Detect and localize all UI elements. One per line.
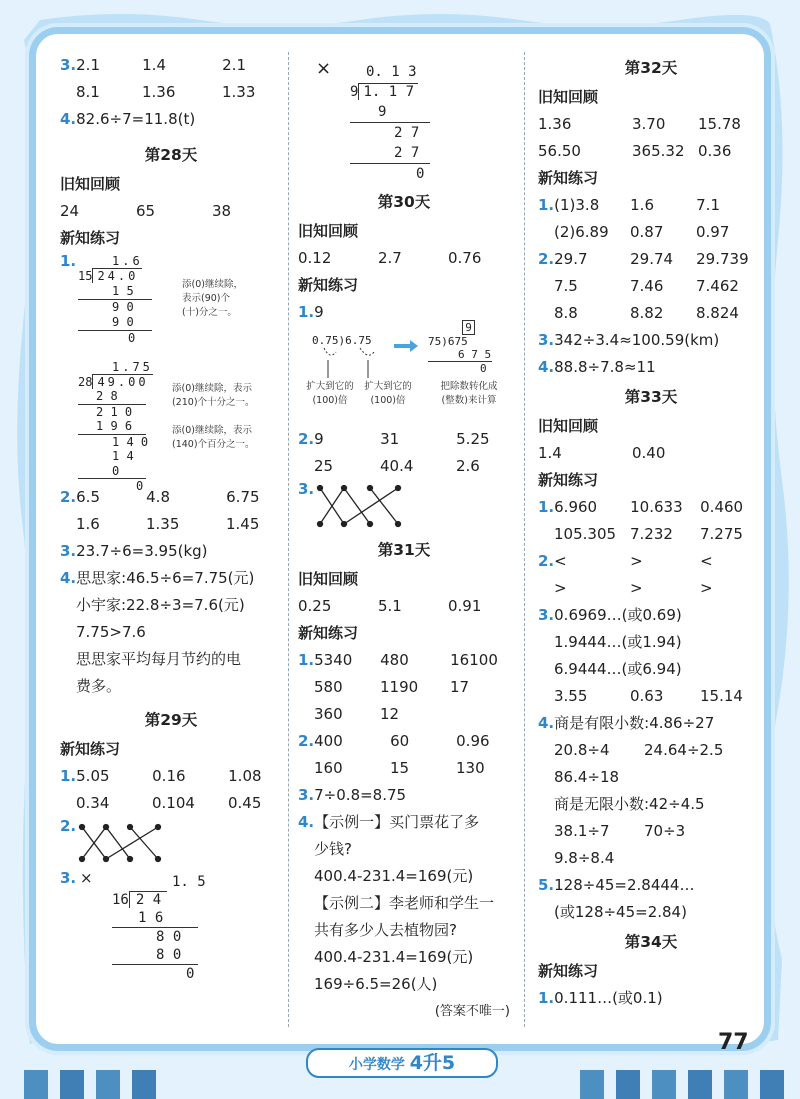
annotation: 添(0)继续除， 表示(90)个 (十)分之一。	[182, 279, 243, 318]
answer-row: 1.5.05 0.16 1.08	[60, 767, 262, 785]
day-title: 第29天	[144, 711, 198, 729]
section-label: 新知练习	[538, 471, 599, 489]
column-right: 第32天 旧知回顾 1.36 3.70 15.78 56.50 365.32 0.36 新知练习 1.(1)3.8 1.6 7.1 (2)6.89 0.87 0.97 2.29.7 29.74 29.739 7.5 7.46 7.462 8.8 8.82 8.824 3.342÷3.4≈100.59(km) 4.88.8÷7.8≈11 第33天 旧知回顾 1.4 0.40 新知练习 1.6.960 10.633 0.460 105.305 7.232 7.275 2.< > < > > > 3.0.6969…(或0.69) 1.9444…(或1.94) 6.9444…(或6.94) 3.55 0.63 15.14 4.商是有限小数:4.86÷27 20.8÷4 24.64÷2.5 86.4÷18 商是无限小数:42÷4.5 38.1÷7 70÷3 9.8÷8.4 5.128÷45=2.8444… (或128÷45=2.84) 第34天 新知练习 1.0.111…(或0.1)	[538, 52, 764, 1012]
answer-row: 1.36 3.70 15.78	[538, 115, 741, 133]
matching-lines	[314, 480, 434, 534]
section-label: 旧知回顾	[60, 175, 121, 193]
long-division-2: 1.75 28 49.00 2 8 2 1 0 1 9 6 1 4 0 1 4 0 0 添(0)继续除，表示 (210)个十分之一。 添(0)继续除，表示 (140)个百分之一。	[78, 360, 255, 493]
answer-row: 1.5340 480 16100	[298, 651, 498, 669]
answer-row: 4.82.6÷7=11.8(t)	[60, 110, 196, 128]
answer-row: 38.1÷7 70÷3	[554, 822, 686, 840]
day-title: 第30天	[377, 193, 431, 211]
long-division-3: 3. × 1. 5 16 2 4 1 6 8 0 8 0 0	[60, 869, 206, 982]
answer-row: 2.29.7 29.74 29.739	[538, 250, 749, 268]
answer-row: > > >	[554, 579, 713, 597]
note: (答案不唯一)	[434, 1004, 510, 1019]
page-number: 77	[718, 1030, 749, 1055]
answer-row: 2.9 31 5.25	[298, 430, 490, 448]
section-label: 新知练习	[60, 740, 121, 758]
answer-row: 8.8 8.82 8.824	[554, 304, 739, 322]
answer-row: 2.400 60 0.96	[298, 732, 490, 750]
decimal-division-figure: 0.75)6.75 扩大到它的 (100)倍 扩大到它的 (100)倍 9 75)675 6 7 5 0 把除数转化成 (整数)来计算	[298, 326, 510, 426]
answer-row: 3.23.7÷6=3.95(kg)	[60, 542, 208, 560]
matching-diagram: 2.	[60, 817, 282, 869]
answer-row: 580 1190 17	[314, 678, 470, 696]
answer-row: 4.商是有限小数:4.86÷27	[538, 714, 715, 732]
answer-row: 3.7÷0.8=8.75	[298, 786, 407, 804]
footer-brand: 小学数学 4升5	[306, 1048, 498, 1078]
answer-row: 3.0.6969…(或0.69)	[538, 606, 682, 624]
answer-row: 25 40.4 2.6	[314, 457, 480, 475]
column-middle: × 0. 1 3 9 1. 1 7 9 2 7 2 7 0 第30天 旧知回顾 0.12 2.7 0.76 新知练习 1.9 0.75)6.75 扩大到它的 (100)倍 扩大到它的 (100)倍 9 75)675 6 7 5 0 把除数转化成 (整数)来计算 2.9 31 5.25 25 40.4 2.6 3. 第31天 旧知回顾 0.25 5.1 0.91 新知练习 1.5340 480 16100 580 1190 17 360 12 2.400 60 0.96 160 15 130 3.7÷0.8=8.75 4.【示例一】买门票花了多 少钱? 400.4-231.4=169(元) 【示例二】李老师和学生一 共有多少人去植物园? 400.4-231.4=169(元) 169÷6.5=26(人) (答案不唯一)	[298, 52, 510, 1025]
day-title: 第31天	[377, 541, 431, 559]
annotation: 添(0)继续除，表示 (140)个百分之一。	[172, 425, 255, 450]
answer-row: 0.12 2.7 0.76	[298, 249, 482, 267]
answer-row: 1.0.111…(或0.1)	[538, 989, 663, 1007]
answer-row: 4.思思家:46.5÷6=7.75(元)	[60, 569, 255, 587]
section-label: 新知练习	[298, 624, 359, 642]
day-title: 第34天	[624, 933, 678, 951]
column-left: 3.2.1 1.4 2.1 8.1 1.36 1.33 4.82.6÷7=11.8(t) 第28天 旧知回顾 24 65 38 新知练习 1. 1.6 15 24.0 1 5 9 0 9 0 0 添(0)继续除， 表示(90)个 (十)分之一。 1.75 28 49.00 2 8 2 1 0 1 9 6 1 4 0 1 4 0 0 添(0)继续除，表示 (210)个十分之一。 添(0)继续除，表示 (140)个百分之一。 2.6.5 4.8 6.75 1.6 1.35 1.45 3.23.7÷6=3.95(kg) 4.思思家:46.5÷6=7.75(元) 小宇家:22.8÷3=7.6(元) 7.75>7.6 思思家平均每月节约的电 费多。 第29天 新知练习 1.5.05 0.16 1.08 0.34 0.104 0.45 2. 3. × 1. 5 16 2 4 1 6 8 0 8 0 0	[60, 52, 282, 979]
answer-row: 0.25 5.1 0.91	[298, 597, 482, 615]
answer-row: 360 12	[314, 705, 400, 723]
section-label: 旧知回顾	[538, 417, 599, 435]
answer-row: 4.【示例一】买门票花了多	[298, 813, 480, 831]
matching-lines	[76, 817, 196, 869]
answer-row: 105.305 7.232 7.275	[554, 525, 743, 543]
section-label: 新知练习	[538, 169, 599, 187]
day-title: 第28天	[144, 146, 198, 164]
column-divider	[288, 52, 289, 1027]
answer-row: 0.34 0.104 0.45	[76, 794, 262, 812]
answer-row: 1.6 1.35 1.45	[76, 515, 260, 533]
annotation: 添(0)继续除，表示 (210)个十分之一。	[172, 383, 255, 408]
answer-row: 4.88.8÷7.8≈11	[538, 358, 656, 376]
section-label: 新知练习	[60, 229, 121, 247]
long-division-1: 1. 1.6 15 24.0 1 5 9 0 9 0 0 添(0)继续除， 表示(90)个 (十)分之一。	[60, 252, 243, 345]
column-divider	[524, 52, 525, 1027]
answer-row: 5.128÷45=2.8444…	[538, 876, 695, 894]
answer-row: 2.6.5 4.8 6.75	[60, 488, 260, 506]
answer-row: 3.2.1 1.4 2.1	[60, 56, 246, 74]
answer-row: 1.(1)3.8 1.6 7.1	[538, 196, 720, 214]
answer-row: 1.6.960 10.633 0.460	[538, 498, 744, 516]
section-label: 旧知回顾	[298, 570, 359, 588]
answer-row: 8.1 1.36 1.33	[76, 83, 256, 101]
section-label: 新知练习	[538, 962, 599, 980]
answer-row: 3.342÷3.4≈100.59(km)	[538, 331, 720, 349]
answer-row: 1.4 0.40	[538, 444, 666, 462]
answer-row: 24 65 38	[60, 202, 232, 220]
answer-row: 7.5 7.46 7.462	[554, 277, 739, 295]
answer-row: (2)6.89 0.87 0.97	[554, 223, 730, 241]
long-division-4: × 0. 1 3 9 1. 1 7 9 2 7 2 7 0	[298, 52, 510, 186]
matching-diagram: 3.	[298, 480, 510, 534]
section-label: 旧知回顾	[298, 222, 359, 240]
answer-row: 2.< > <	[538, 552, 713, 570]
answer-row: 56.50 365.32 0.36	[538, 142, 732, 160]
section-label: 旧知回顾	[538, 88, 599, 106]
answer-row: 20.8÷4 24.64÷2.5	[554, 741, 724, 759]
answer-row: 1.9	[298, 303, 324, 321]
answer-row: 3.55 0.63 15.14	[554, 687, 743, 705]
day-title: 第33天	[624, 388, 678, 406]
day-title: 第32天	[624, 59, 678, 77]
section-label: 新知练习	[298, 276, 359, 294]
answer-row: 160 15 130	[314, 759, 485, 777]
